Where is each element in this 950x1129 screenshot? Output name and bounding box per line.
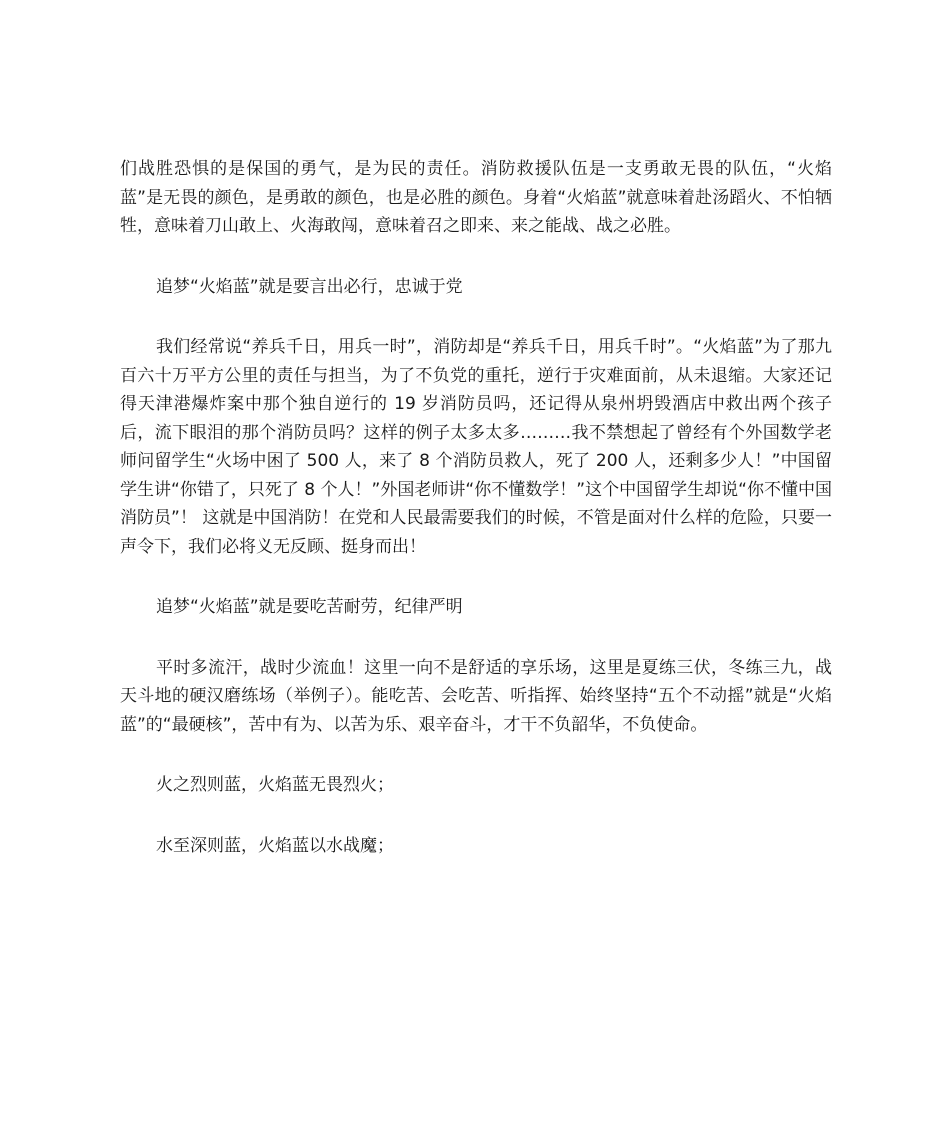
section-heading-discipline: 追梦“火焰蓝”就是要吃苦耐劳，纪律严明	[156, 597, 463, 617]
body-line-water: 水至深则蓝，火焰蓝以水战魔；	[156, 835, 394, 856]
body-paragraph-discipline: 平时多流汗，战时少流血！这里一向不是舒适的享乐场，这里是夏练三伏，冬练三九，战天斗地的硬汉磨练场（举例子）。能吃苦、会吃苦、听指挥、始终坚持“五个不动摇”就是“火焰蓝”的“最硬核”，苦中有为、以苦为乐、艰辛奋斗，才干不负韶华，不负使命。	[120, 657, 832, 735]
section-heading-loyalty: 追梦“火焰蓝”就是要言出必行，忠诚于党	[156, 276, 463, 297]
body-line-fire: 火之烈则蓝，火焰蓝无畏烈火；	[156, 775, 394, 795]
document-page	[120, 155, 832, 892]
body-paragraph-loyalty: 我们经常说“养兵千日，用兵一时”，消防却是“养兵千日，用兵千时”。“火焰蓝”为了那九百六十万平方公里的责任与担当，为了不负党的重托，逆行于灾难面前，从未退缩。大家还记得天津港爆炸案中那个独自逆行的 19 岁消防员吗，还记得从泉州坍毁酒店中救出两个孩子后，流下眼泪的那个消防员吗？这样的例子太多太多………我不禁想起了曾经有个外国数学老师问留学生“火场中困了 500 人，来了 8 个消防员救人，死了 200 人，还剩多少人！”中国留学生讲“你错了，只死了 8 个人！”外国老师讲“你不懂数学！”这个中国留学生却说“你不懂中国消防员”！ 这就是中国消防！在党和人民最需要我们的时候，不管是面对什么样的危险，只要一声令下，我们必将义无反顾、挺身而出！	[120, 337, 832, 557]
body-paragraph-continuation: 们战胜恐惧的是保国的勇气，是为民的责任。消防救援队伍是一支勇敢无畏的队伍，“火焰蓝”是无畏的颜色，是勇敢的颜色，也是必胜的颜色。身着“火焰蓝”就意味着赴汤蹈火、不怕牺牲，意味着刀山敢上、火海敢闯，意味着召之即来、来之能战、战之必胜。	[120, 159, 832, 236]
